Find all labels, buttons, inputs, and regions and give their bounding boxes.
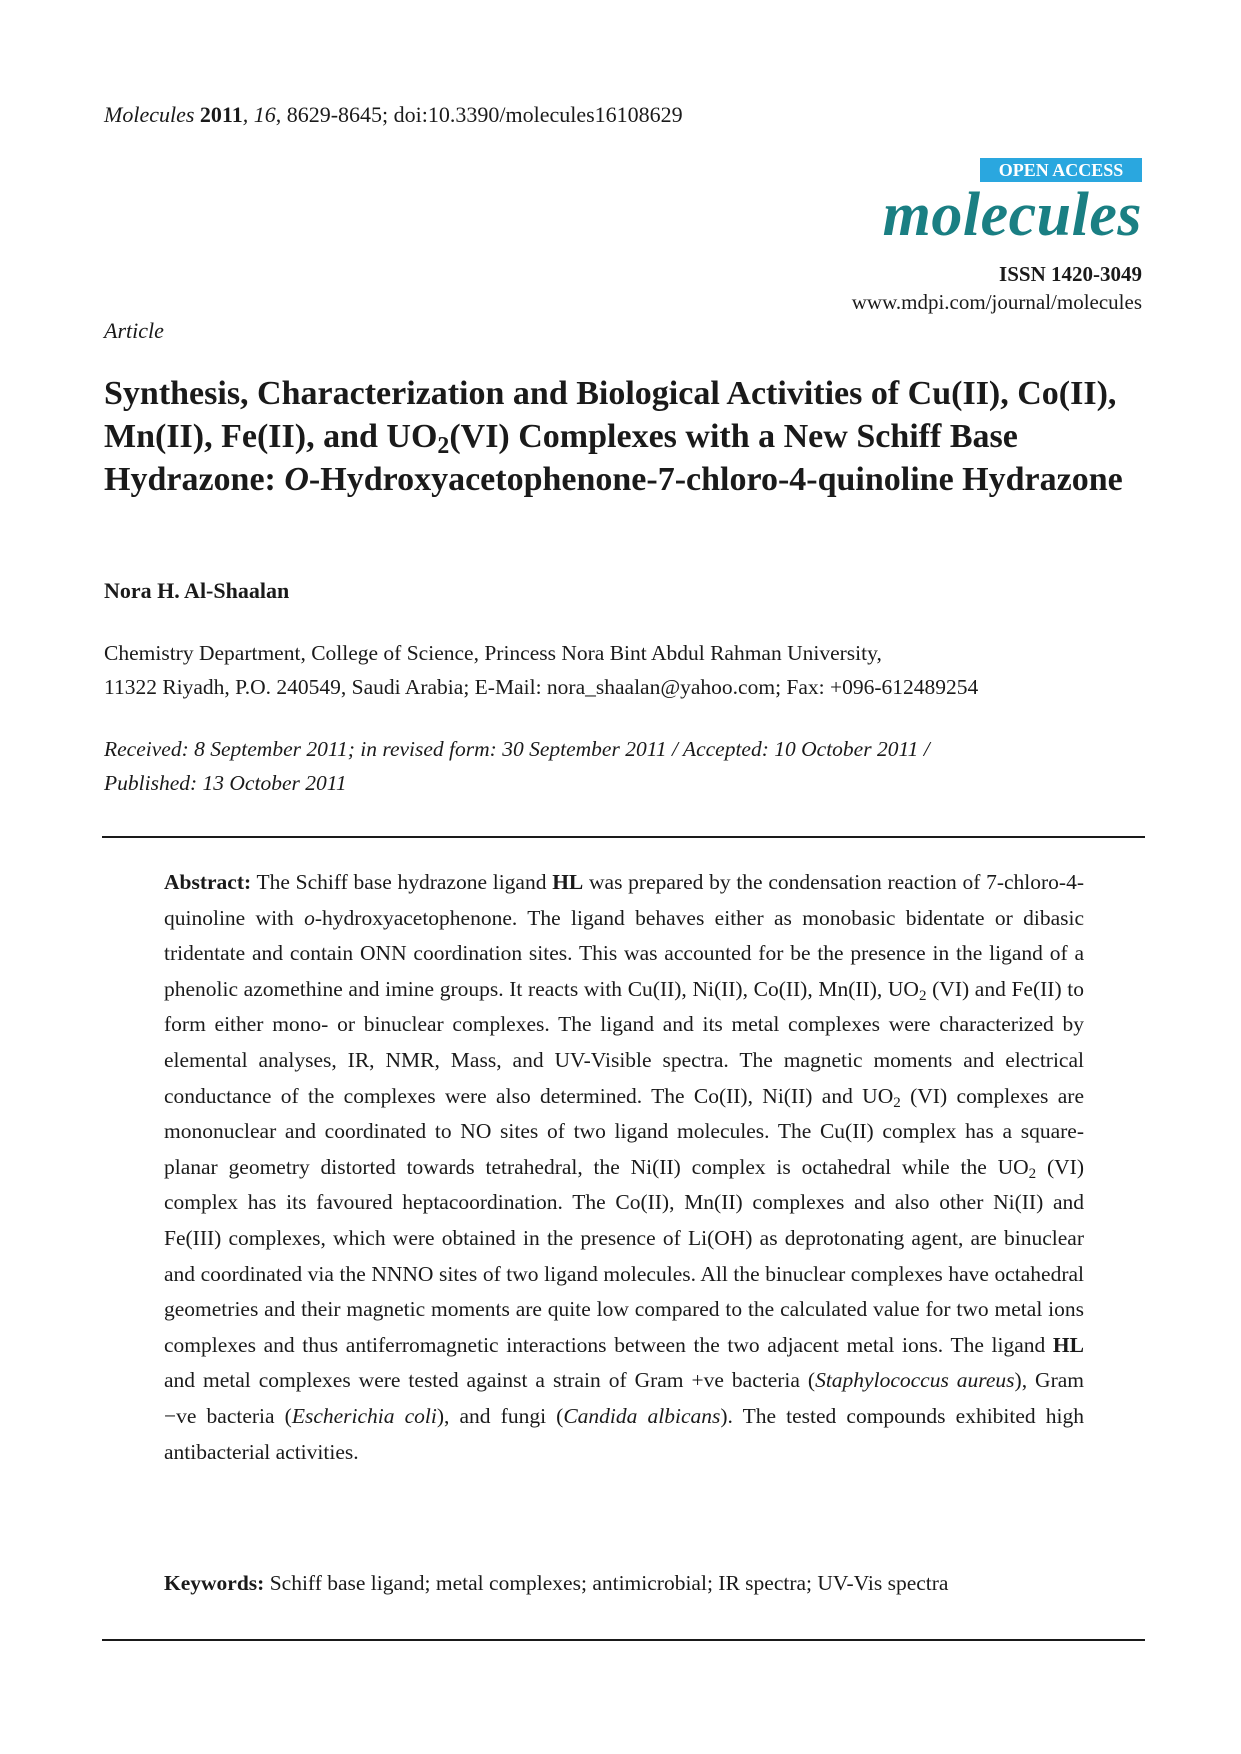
abstract-text: The Schiff base hydrazone ligand (251, 870, 553, 894)
dates-line-2: Published: 13 October 2011 (104, 771, 347, 795)
citation-year: 2011 (199, 102, 243, 127)
affiliation-line-2: 11322 Riyadh, P.O. 240549, Saudi Arabia; E-Mail: nora_shaalan@yahoo.com; Fax: +096-612489254 (104, 675, 979, 699)
publication-dates (104, 732, 1164, 800)
title-italic: O (284, 461, 309, 498)
abstract-ligand-hl: HL (552, 870, 584, 894)
keywords-text: Schiff base ligand; metal complexes; antimicrobial; IR spectra; UV-Vis spectra (264, 1571, 949, 1595)
title-part-3: -Hydroxyacetophenone-7-chloro-4-quinoline Hydrazone (308, 461, 1123, 498)
title-subscript: 2 (437, 432, 450, 459)
affiliation (104, 636, 1164, 704)
journal-url[interactable]: www.mdpi.com/journal/molecules (851, 290, 1142, 314)
keywords-label: Keywords: (164, 1571, 265, 1595)
title-part-1: Synthesis, Characterization and Biological Activities of Cu(II), Co(II), Mn(II), Fe(II), and UO (104, 375, 1117, 455)
keywords (164, 1568, 1144, 1598)
abstract-italic-o: o (304, 905, 315, 930)
divider-top (102, 836, 1145, 838)
abstract-text: and metal complexes were tested against a strain of Gram +ve bacteria ( (164, 1368, 816, 1393)
abstract-subscript: 2 (1028, 1165, 1037, 1182)
title-part-2: (VI) Complexes with a New Schiff Base Hydrazone: (104, 418, 1018, 498)
abstract-text: ). The tested compounds exhibited high antibacterial activities. (164, 1403, 1084, 1464)
abstract-text: ), Gram −ve bacteria ( (164, 1368, 1084, 1428)
issn: ISSN 1420-3049 (999, 262, 1142, 286)
divider-bottom (102, 1639, 1145, 1641)
abstract (164, 865, 1084, 1470)
citation-journal: Molecules (104, 102, 195, 127)
abstract-ligand-hl: HL (1052, 1332, 1084, 1357)
article-type: Article (104, 318, 164, 343)
journal-logo: molecules (882, 181, 1142, 249)
abstract-species: Candida albicans (563, 1403, 721, 1428)
abstract-text: (VI) complex has its favoured heptacoordination. The Co(II), Mn(II) complexes and also other Ni(II) and Fe(III) complexes, which were obtained in the presence of Li(OH) as deprotonating agent, are binuclear and coordinated via the NNNO sites of two ligand molecules. All the binuclear complexes have octahedral geometries and their magnetic moments are quite low compared to the calculated value for two metal ions complexes and thus antiferromagnetic interactions between the two adjacent metal ions. The ligand (164, 1154, 1084, 1357)
abstract-species: Escherichia coli (291, 1403, 437, 1428)
abstract-subscript: 2 (918, 987, 927, 1004)
abstract-text: -hydroxyacetophenone. The ligand behaves either as monobasic bidentate or dibasic tridentate and contain ONN coordination sites. This was accounted for be the presence in the ligand of a phenolic azomethine and imine groups. It reacts with Cu(II), Ni(II), Co(II), Mn(II), UO (164, 905, 1085, 1001)
citation-volume: 16 (253, 102, 276, 127)
abstract-text: (VI) and Fe(II) to form either mono- or binuclear complexes. The ligand and its metal complexes were characterized by elemental analyses, IR, NMR, Mass, and UV-Visible spectra. The magnetic moments and electrical conductance of the complexes were also determined. The Co(II), Ni(II) and UO (164, 976, 1084, 1108)
citation-pages-doi: , 8629-8645; doi:10.3390/molecules16108629 (275, 102, 683, 127)
open-access-badge: OPEN ACCESS (980, 158, 1142, 182)
citation-line: Molecules 2011, 16, 8629-8645; doi:10.3390/molecules16108629 (104, 102, 683, 127)
paper-title (104, 372, 1149, 501)
abstract-text: was prepared by the condensation reaction of 7-chloro-4-quinoline with (164, 870, 1084, 930)
abstract-subscript: 2 (893, 1094, 901, 1111)
dates-line-1: Received: 8 September 2011; in revised form: 30 September 2011 / Accepted: 10 October 2011 / (104, 737, 930, 761)
author: Nora H. Al-Shaalan (104, 578, 290, 603)
abstract-species: Staphylococcus aureus (815, 1368, 1015, 1393)
abstract-text: ), and fungi ( (436, 1403, 564, 1428)
abstract-label: Abstract: (164, 870, 252, 894)
affiliation-line-1: Chemistry Department, College of Science, Princess Nora Bint Abdul Rahman University, (104, 641, 882, 665)
abstract-text: (VI) complexes are mononuclear and coordinated to NO sites of two ligand molecules. The Cu(II) complex has a square-planar geometry distorted towards tetrahedral, the Ni(II) complex is octahedral while the UO (164, 1083, 1084, 1179)
